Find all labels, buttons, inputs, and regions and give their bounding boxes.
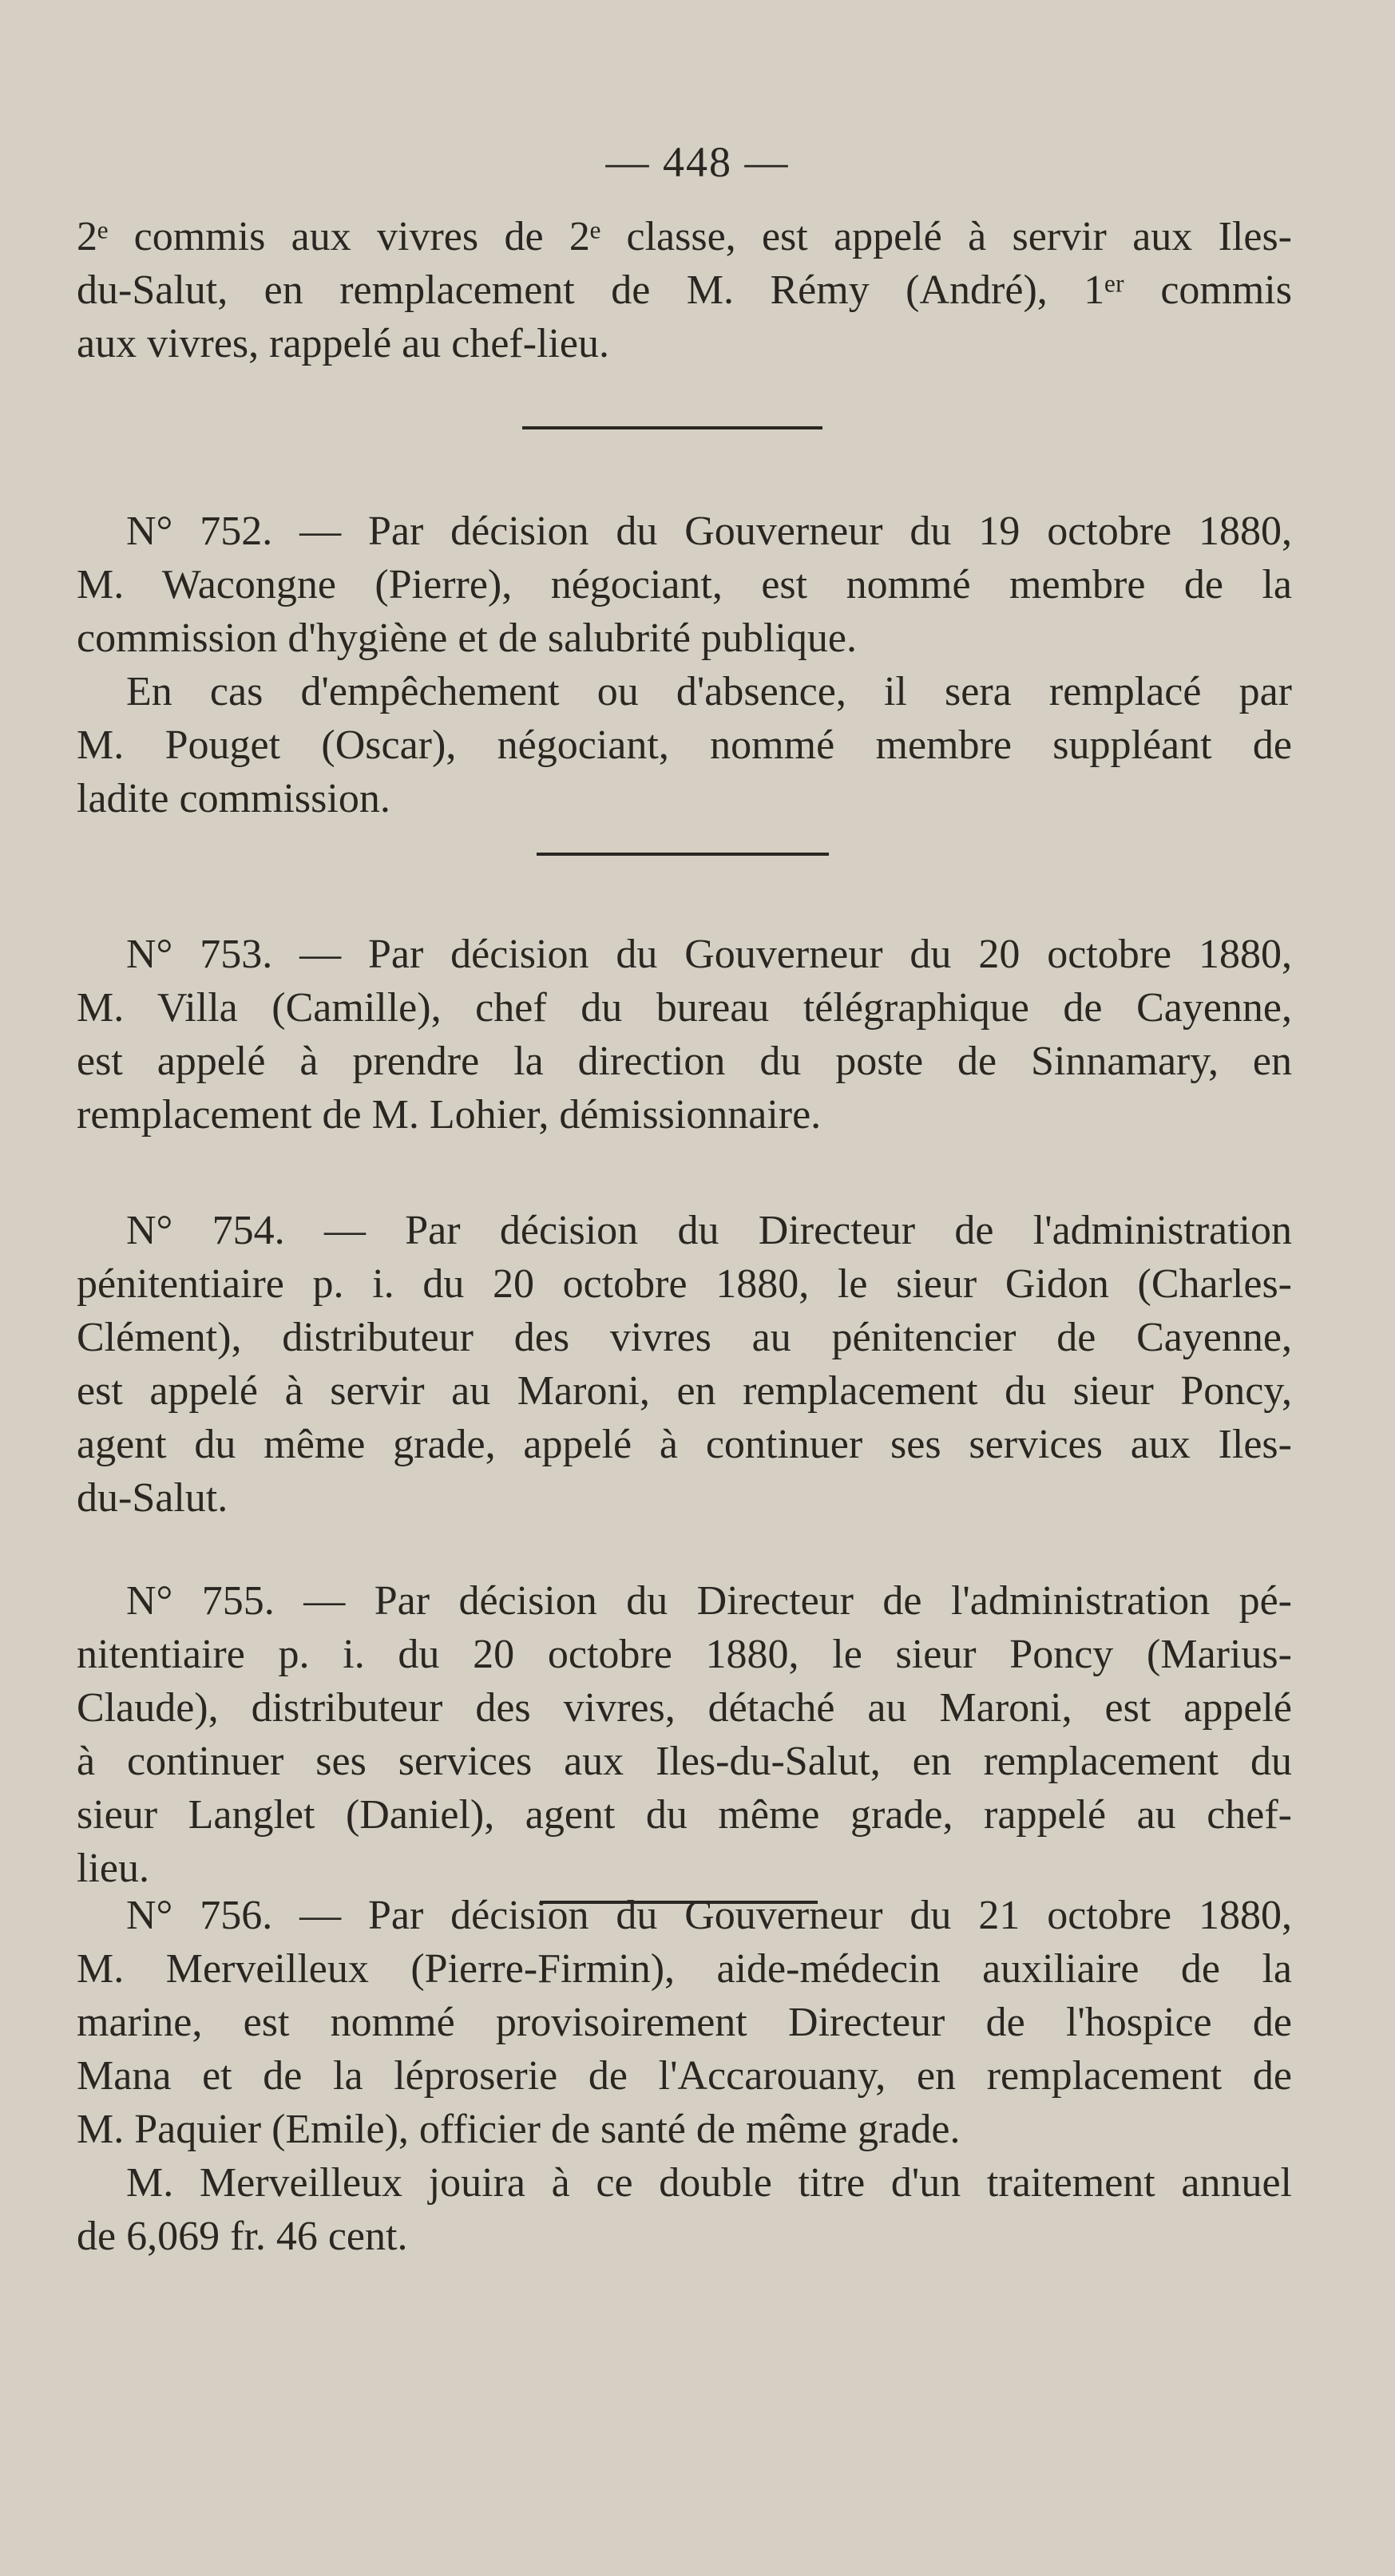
text-line: N° 754. — Par décision du Directeur de l'administration — [126, 1208, 1292, 1253]
decision-754 — [77, 1204, 1292, 1525]
text-line: M. Merveilleux (Pierre-Firmin), aide-médecin auxiliaire de la — [77, 1946, 1292, 1992]
text-line: nitentiaire p. i. du 20 octobre 1880, le sieur Poncy (Marius- — [77, 1632, 1292, 1677]
text-line: M. Pouget (Oscar), négociant, nommé membre suppléant de — [77, 722, 1292, 768]
text-line: du-Salut. — [77, 1475, 228, 1521]
decision-756 — [77, 1889, 1292, 2263]
text-line: N° 755. — Par décision du Directeur de l'administration pé- — [126, 1578, 1292, 1624]
text-line: M. Paquier (Emile), officier de santé de même grade. — [77, 2107, 961, 2152]
text-line: Clément), distributeur des vivres au pénitencier de Cayenne, — [77, 1315, 1292, 1360]
text-line: Claude), distributeur des vivres, détaché au Maroni, est appelé — [77, 1685, 1292, 1731]
text-line: M. Merveilleux jouira à ce double titre d'un traitement annuel — [126, 2160, 1292, 2206]
text-line: En cas d'empêchement ou d'absence, il sera remplacé par — [126, 669, 1292, 714]
section-divider — [522, 426, 822, 429]
text-line: à continuer ses services aux Iles-du-Salut, en remplacement du — [77, 1739, 1292, 1784]
text-line: N° 752. — Par décision du Gouverneur du 19 octobre 1880, — [126, 508, 1292, 554]
text-line: est appelé à prendre la direction du poste de Sinnamary, en — [77, 1039, 1292, 1084]
text-line: sieur Langlet (Daniel), agent du même grade, rappelé au chef- — [77, 1792, 1292, 1838]
text-line: est appelé à servir au Maroni, en remplacement du sieur Poncy, — [77, 1368, 1292, 1414]
text-line: 2ᵉ commis aux vivres de 2ᵉ classe, est appelé à servir aux Iles- — [77, 214, 1292, 259]
text-line: de 6,069 fr. 46 cent. — [77, 2214, 408, 2259]
text-line: N° 756. — Par décision du Gouverneur du 21 octobre 1880, — [126, 1893, 1292, 1938]
text-line: N° 753. — Par décision du Gouverneur du 20 octobre 1880, — [126, 932, 1292, 977]
text-line: marine, est nommé provisoirement Directeur de l'hospice de — [77, 2000, 1292, 2045]
text-line: remplacement de M. Lohier, démissionnaire. — [77, 1092, 822, 1138]
text-line: lieu. — [77, 1846, 149, 1891]
text-line: Mana et de la léproserie de l'Accarouany, en remplacement de — [77, 2053, 1292, 2099]
decision-752 — [77, 505, 1292, 825]
text-line: du-Salut, en remplacement de M. Rémy (André), 1ᵉʳ commis — [77, 267, 1292, 313]
decision-753 — [77, 928, 1292, 1142]
decision-755 — [77, 1574, 1292, 1895]
text-line: aux vivres, rappelé au chef-lieu. — [77, 321, 610, 366]
text-line: pénitentiaire p. i. du 20 octobre 1880, le sieur Gidon (Charles- — [77, 1261, 1292, 1307]
text-line: agent du même grade, appelé à continuer ses services aux Iles- — [77, 1422, 1292, 1467]
text-line: ladite commission. — [77, 776, 390, 821]
text-line: commission d'hygiène et de salubrité publique. — [77, 615, 857, 661]
text-line: M. Villa (Camille), chef du bureau télégraphique de Cayenne, — [77, 985, 1292, 1031]
section-divider — [537, 853, 829, 856]
text-line: M. Wacongne (Pierre), négociant, est nommé membre de la — [77, 562, 1292, 607]
continuation-paragraph — [77, 210, 1292, 370]
page-number: — 448 — — [605, 138, 790, 186]
